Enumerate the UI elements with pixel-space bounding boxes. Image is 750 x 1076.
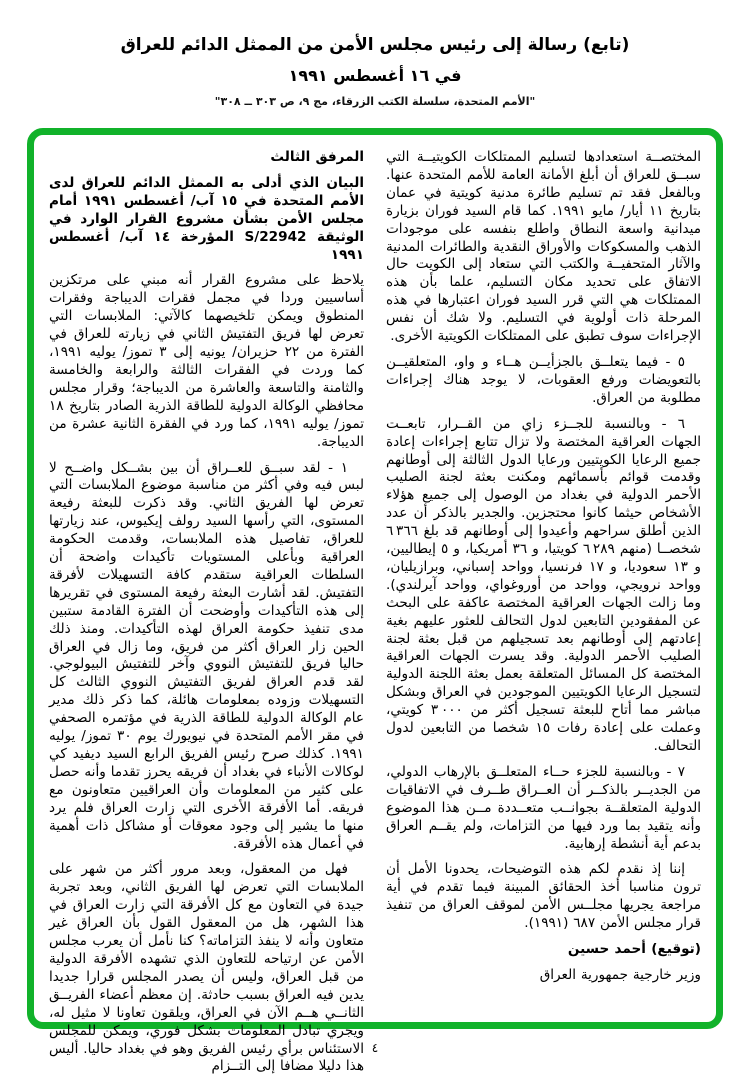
letter-paragraph-7: ٧ - وبالنسبة للجزء حــاء المتعلــق بالإرهاب الدولي، من الجديــر بالذكــر أن العــراق طــرف في الاتفاقيات الدولية المتعلقــة بجوانــب متعــددة مــن هذا الموضوع وأنه يتقيد بما ورد فيها من التزامات، ولم يقــم العراق بدعم أية أنشطة إرهابية.: [386, 763, 701, 852]
letter-paragraph-closing: إننا إذ نقدم لكم هذه التوضيحات، يحدونا الأمل أن ترون مناسبا أخذ الحقائق المبينة فيما تقدم في أية مراجعة يجريها مجلــس الأمن لموقف العراق من تنفيذ قرار مجلس الأمن ٦٨٧ (١٩٩١).: [386, 861, 701, 932]
header-title-date-line: في ١٦ أغسطس ١٩٩١: [288, 66, 462, 85]
letter-paragraph-5: ٥ - فيما يتعلــق بالجزأيــن هــاء و واو، المتعلقيــن بالتعويضات ورفع العقوبات، لا يوجد هناك إجراءات مطلوبة من العراق.: [386, 353, 701, 406]
annex-paragraph-1: ١ - لقد سبــق للعــراق أن بين بشــكل واضــح لا لبس فيه وفي أكثر من مناسبة موضوع الملابسات التي تعرض لها الفريق الثاني. وقد ذكرت للبعثة رفيعة المستوى، التي رأسها السيد رولف إيكيوس، عند زيارتها للعراق، تفاصيل هذه الملابسات، وقدمت الحكومة العراقية وبأعلى المستويات تأكيدات واضحة أن السلطات العراقية ستقدم كافة التسهيلات لأفرقة التفتيش. لقد أشارت البعثة رفيعة المستوى في تقريرها إلى هذه التأكيدات وأوضحت أن الفترة القادمة ستبين مدى تنفيذ حكومة العراق لهذه التأكيدات. ومنذ ذلك الحين زار العراق أكثر من فريق، وما زال في العراق حاليا فريق للتفتيش النووي وآخر للتفتيش البيولوجي. لقد قدم العراق لفريق التفتيش النووي الثالث كل التسهيلات وزوده بمعلومات هائلة، كما ذكر ذلك مدير عام الوكالة الدولية للطاقة الذرية في مؤتمره الصحفي في مقر الأمم المتحدة في نيويورك يوم ٣٠ تموز/ يوليه ١٩٩١. كذلك صرح رئيس الفريق الرابع السيد ديفيد كي لوكالات الأنباء في بغداد أن فريقه يحرز تقدما وأنه حصل على كثير من المعلومات وأن العراقيين متعاونون مع فريقه. أما الأفرقة الأخرى التي زارت العراق فلم يرد منها ما يشير إلى وجود معوقات أو مشاكل ذات أهمية في أعمال هذه الأفرقة.: [49, 459, 364, 852]
header-source-reference: "الأمم المتحدة، سلسلة الكتب الزرقاء، مج ٩، ص ٣٠٣ ــ ٣٠٨": [214, 95, 536, 108]
annex-column: [49, 149, 364, 1075]
signature-title: وزير خارجية جمهورية العراق: [539, 966, 701, 983]
annex-intro-statement: البيان الذي أدلى به الممثل الدائم للعراق لدى الأمم المتحدة في ١٥ آب/ أغسطس ١٩٩١ أمام مجلس الأمن بشأن مشروع القرار الوارد في الوثيقة S/22942 المؤرخة ١٤ آب/ أغسطس ١٩٩١: [49, 174, 364, 263]
letter-paragraph-6: ٦ - وبالنسبة للجــزء زاي من القــرار، تابعــت الجهات العراقية المختصة ولا تزال تتابع إجراءات إعادة جميع الرعايا الكويتيين ورعايا الدول الثالثة إلى أوطانهم وقدمت قوائم بأسمائهم ومكنت بعثة لجنة الصليب الأحمر الدولية في بغداد من الوصول إلى جميع هؤلاء الأشخاص حيثما كانوا محتجزين. والجدير بالذكر أن عدد الذين أطلق سراحهم وأعيدوا إلى أوطانهم قد بلغ ٦ ٣٦٦ شخصــا (منهم ٦ ٢٨٩ كويتيا، و ٣٦ أمريكيا، و ٥ إيطاليين، و ١٣ سعوديا، و ١٧ فرنسيا، وواحد إسباني، وبرازيليان، وواحد نرويجي، وواحد من أوروغواي، وواحد آيرلندي). وما زالت الجهات العراقية المختصة عاكفة على البحث عن المفقودين التابعين لدول التحالف للعثور عليهم بغية إعادتهم إلى أوطانهم بعد تسجيلهم من قبل بعثة لجنة الصليب الأحمر الدولية. وقد يسرت الجهات العراقية المختصة كل المسائل المتعلقة بعمل بعثة اللجنة الدولية لتسجيل الرعايا الكويتيين الموجودين في العراق وبشكل مباشر مما أتاح للبعثة تسجيل أكثر من ٣ ٠٠٠ كويتي، وعملت على إعادة رفات ١٥ شخصا من التابعين لدول التحالف.: [386, 415, 701, 754]
letter-continuation-column: [386, 149, 701, 1008]
letter-paragraph-continuation: المختصــة استعدادها لتسليم الممتلكات الكويتيــة التي سبــق للعراق أن أبلغ الأمانة العامة للأمم المتحدة عنها. وبالفعل فقد تم تسليم طائرة مدنية كويتية في عمان بتاريخ ١١ أيار/ مايو ١٩٩١. كما قام السيد فوران بزيارة ميدانية واسعة النطاق واطلع بنفسه على موجودات الذهب والمسكوكات والأوراق النقدية والطائرات المدنية والآثار المتحفيــة والكتب التي ستعاد إلى الكويت حال الاتفاق على تحديد مكان التسليم، علما بأن هذه الممتلكات هي التي قرر السيد فوران اعتبارها في هذه المرحلة ذات أولوية في التسليم. ولا شك أن نفس الإجراءات سوف تطبق على الممتلكات الكويتية الأخرى.: [386, 149, 702, 345]
signature-label: (توقيع): [651, 941, 701, 958]
annex-paragraph-intro: يلاحظ على مشروع القرار أنه مبني على مرتكزين أساسيين وردا في مجمل فقرات الديباجة وفقرات المنطوق ويمكن تلخيصهما كالآتي: الملابسات التي تعرض لها فريق التفتيش الثاني في زيارته للعراق في الفترة من ٢٢ حزيران/ يونيه إلى ٣ تموز/ يوليه ١٩٩١، كما وردت في الفقرات الثالثة والرابعة والخامسة والثامنة والتاسعة والعاشرة من الديباجة؛ وقرار مجلس محافظي الوكالة الدولية للطاقة الذرية الصادر بتاريخ ١٨ تموز/ يوليه ١٩٩١، كما ورد في الفقرة الثانية عشرة من الديباجة.: [49, 272, 364, 450]
signature-line: [386, 941, 701, 959]
document-body-frame: [27, 128, 723, 1075]
document-header: [0, 0, 750, 108]
annex-paragraph-2: فهل من المعقول، وبعد مرور أكثر من شهر على الملابسات التي تعرض لها الفريق الثاني، وبعد تجربة جيدة في التعاون مع كل الأفرقة التي زارت العراق في هذا الشهر، هل من المعقول القول بأن العراق غير متعاون وأنه لا ينفذ التزاماته؟ كنا نأمل أن يعرب مجلس الأمن عن ارتياحه للتعاون الذي تشهده الأفرقة الدولية من قبل العراق، وليس أن يصدر المجلس قرارا جديدا يدين فيه العراق بسبب حادثة. إن معظم أعضاء الفريــق الثانــي هــم الآن في العراق، ويلقون تعاونا لا مثيل له، ويجري تبادل المعلومات بشكل فوري، ويمكن للمجلس الاستئناس برأي رئيس الفريق وهو في بغداد حاليا. أليس هذا دليلا مضافا إلى التــزام: [49, 861, 364, 1075]
signature-name: أحمد حسين: [567, 941, 646, 958]
annex-heading: المرفق الثالث: [270, 149, 364, 165]
header-title-line1: (تابع) رسالة إلى رئيس مجلس الأمن من الممثل الدائم للعراق: [120, 35, 630, 55]
page-number: ٤: [371, 1041, 379, 1055]
